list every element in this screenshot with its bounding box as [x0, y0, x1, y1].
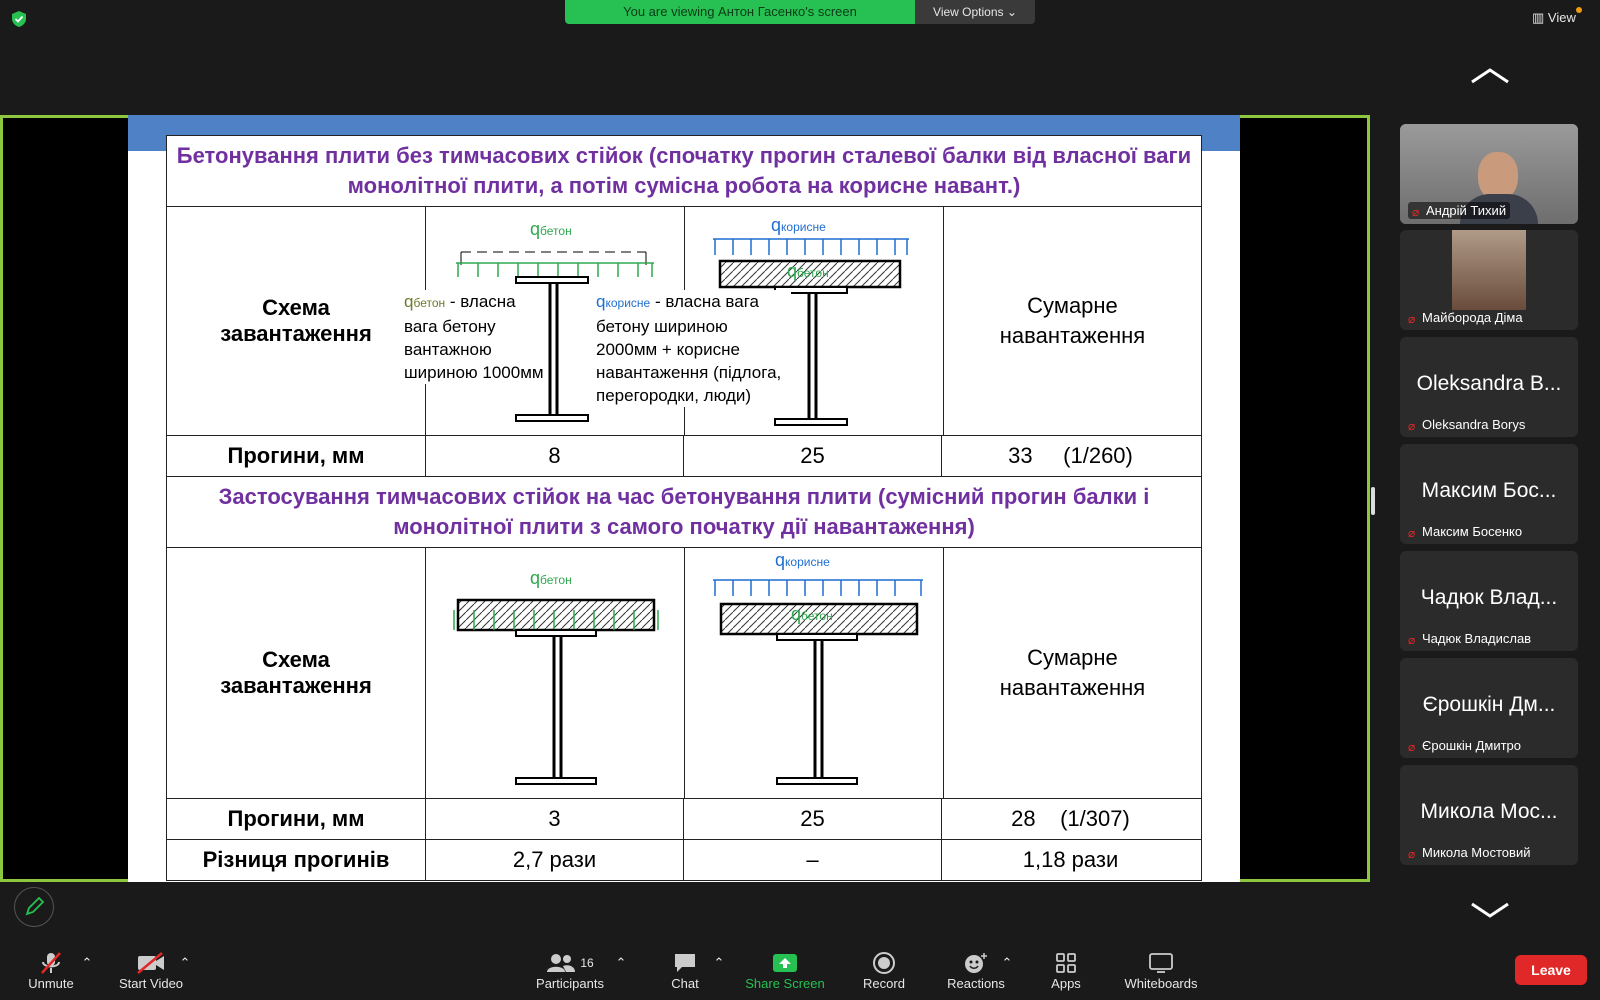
chevron-up-icon: ⌃ [1001, 955, 1013, 970]
apps-button[interactable] [1044, 950, 1088, 991]
q-korysne-label-2 [775, 550, 830, 571]
participants-label: Participants [536, 976, 604, 991]
view-options-button[interactable] [915, 0, 1035, 24]
q-letter: q [530, 219, 541, 239]
unmute-label: Unmute [28, 976, 74, 991]
note-useful-load [596, 290, 791, 407]
deflection-label: Прогини, мм [227, 806, 365, 831]
scheme-label [167, 207, 425, 435]
presentation-slide [128, 115, 1240, 882]
difference-label: Різниця прогинів [202, 847, 390, 872]
audio-options-caret[interactable] [80, 950, 94, 976]
view-options-label: View Options [933, 5, 1004, 19]
q-beton-sub: бетон [540, 573, 572, 587]
leave-button[interactable]: Leave [1515, 955, 1587, 985]
mic-muted-icon: ⌀ [1408, 846, 1416, 861]
chevron-up-icon: ⌃ [81, 955, 93, 970]
q-beton-sub: бетон [540, 224, 572, 238]
q-beton-label-1 [530, 219, 572, 240]
pencil-icon [15, 888, 53, 926]
mic-muted-icon: ⌀ [1408, 311, 1416, 326]
view-label: View [1547, 10, 1576, 25]
share-screen-button[interactable] [742, 950, 828, 991]
view-button[interactable] [1532, 10, 1576, 26]
q-letter: q [771, 215, 782, 235]
participant-display-name: Максим Бос... [1421, 479, 1557, 502]
whiteboard-icon [1148, 952, 1174, 974]
mic-muted-icon [40, 951, 62, 975]
participant-display-name: Oleksandra B... [1416, 372, 1562, 395]
share-screen-label: Share Screen [745, 976, 825, 991]
participant-name [1408, 845, 1530, 860]
q-beton-label-4 [791, 604, 833, 625]
participant-tile[interactable] [1400, 230, 1578, 330]
record-label: Record [863, 976, 905, 991]
scheme-label-2 [167, 548, 425, 798]
mic-muted-icon: ⌀ [1408, 525, 1416, 540]
participant-name-text: Микола Мостовий [1422, 845, 1531, 860]
participants-icon [546, 952, 576, 974]
q-letter: q [596, 292, 606, 311]
participant-name [1408, 631, 1531, 646]
participant-tile[interactable] [1400, 765, 1578, 865]
annotate-button[interactable] [14, 887, 54, 927]
notification-dot [1576, 7, 1582, 13]
scroll-down-arrow-icon[interactable] [1470, 900, 1510, 920]
chat-bubble-icon [673, 952, 697, 974]
participant-face [1478, 152, 1518, 200]
q-korysne-sub: корисне [781, 220, 826, 234]
scroll-up-arrow-icon[interactable] [1470, 66, 1510, 86]
sum-label-line1: Сумарне [1027, 293, 1118, 318]
participant-tile[interactable] [1400, 444, 1578, 544]
participant-name-text: Майборода Діма [1422, 310, 1523, 325]
participants-button[interactable] [530, 950, 610, 991]
section-title-1: Бетонування плити без тимчасових стійок (спочатку прогин сталевої балки від власної ваги монолітної плити, а потім сумісна робота на корисне навант.) [176, 143, 1192, 198]
record-icon [872, 951, 896, 975]
mic-muted-icon: ⌀ [1412, 204, 1420, 219]
difference-value-a: 2,7 рази [425, 840, 683, 880]
security-shield-icon[interactable] [10, 10, 28, 28]
start-video-label: Start Video [118, 976, 184, 991]
chevron-up-icon: ⌃ [179, 955, 191, 970]
video-options-caret[interactable] [178, 950, 192, 976]
chat-button[interactable] [660, 950, 710, 991]
camera-off-icon [136, 952, 166, 974]
participant-tile[interactable] [1400, 337, 1578, 437]
unmute-button[interactable] [22, 950, 80, 991]
deflection-ratio: (1/307) [1060, 806, 1130, 831]
note1-text: - власна вага бетону вантажною шириною 1000мм [404, 292, 544, 382]
q-beton-sub: бетон [801, 609, 833, 623]
sum-load-label-2 [943, 548, 1201, 798]
reactions-smiley-icon [963, 951, 989, 975]
whiteboards-button[interactable] [1118, 950, 1204, 991]
grid-view-icon: ▥ [1532, 10, 1548, 25]
deflection-total-value: 33 [1008, 443, 1033, 468]
reactions-label: Reactions [947, 976, 1005, 991]
apps-icon [1055, 952, 1077, 974]
participant-display-name: Єрошкін Дм... [1422, 693, 1556, 716]
reactions-caret[interactable] [1000, 950, 1014, 976]
deflection-ratio: (1/260) [1063, 443, 1133, 468]
propped-useful-load-diagram [685, 548, 943, 798]
chevron-up-icon: ⌃ [713, 955, 725, 970]
mic-muted-icon: ⌀ [1408, 418, 1416, 433]
participant-name [1408, 738, 1521, 753]
participants-count: 16 [580, 956, 594, 970]
sum-label-line1: Сумарне [1027, 645, 1118, 670]
diagram-propped-concrete-load [425, 548, 684, 798]
record-button[interactable] [858, 950, 910, 991]
participant-name [1408, 202, 1510, 219]
participant-name [1408, 524, 1522, 539]
participant-display-name: Микола Мос... [1420, 800, 1558, 823]
mic-muted-icon: ⌀ [1408, 632, 1416, 647]
diagram-propped-useful-load [684, 548, 943, 798]
participants-caret[interactable] [614, 950, 628, 976]
q-korysne-sub: корисне [785, 555, 830, 569]
chevron-up-icon: ⌃ [615, 955, 627, 970]
video-feed [1452, 230, 1526, 310]
deflection-value-a: 3 [425, 799, 683, 839]
participant-name [1408, 417, 1525, 432]
q-letter: q [775, 550, 786, 570]
participant-tile[interactable] [1400, 658, 1578, 758]
deflection-total [941, 799, 1199, 839]
participant-tile[interactable] [1400, 124, 1578, 224]
difference-total: 1,18 рази [941, 840, 1199, 880]
q-beton-label-2 [787, 261, 829, 282]
sum-label-line2: навантаження [999, 323, 1146, 348]
viewing-banner: You are viewing Антон Гасенко's screen [565, 0, 915, 24]
deflection-value-a: 8 [425, 436, 683, 476]
q-korysne-sub: корисне [605, 296, 651, 310]
difference-value-b: – [683, 840, 941, 880]
participant-name-text: Єрошкін Дмитро [1422, 738, 1522, 753]
q-korysne-label-1 [771, 215, 826, 236]
deflection-label: Прогини, мм [227, 443, 365, 468]
scheme-row-2 [167, 547, 1201, 798]
deflection-value-b: 25 [683, 799, 941, 839]
deflection-row-2 [167, 798, 1201, 839]
participant-name [1408, 310, 1523, 325]
q-letter: q [791, 604, 802, 624]
q-beton-label-3 [530, 568, 572, 589]
difference-row [167, 839, 1201, 880]
q-letter: q [404, 292, 414, 311]
meeting-toolbar [0, 940, 1600, 1000]
sum-label-line2: навантаження [999, 675, 1146, 700]
deflection-value-b: 25 [683, 436, 941, 476]
sum-load-label [943, 207, 1201, 435]
panel-resize-handle[interactable] [1371, 487, 1375, 515]
chevron-down-icon: ⌄ [1006, 5, 1017, 19]
deflection-table [166, 135, 1202, 881]
note2-text: - власна вага бетону шириною 2000мм + корисне навантаження (підлога, перегородки, люди) [596, 292, 782, 405]
share-screen-icon [772, 952, 798, 974]
mic-muted-icon: ⌀ [1408, 739, 1416, 754]
scheme-label-line2: завантаження [220, 321, 372, 346]
q-letter: q [787, 261, 798, 281]
participant-name-text: Oleksandra Borys [1422, 417, 1526, 432]
participant-name-text: Чадюк Владислав [1422, 631, 1532, 646]
reactions-button[interactable] [944, 950, 1008, 991]
scheme-label-line1: Схема [262, 647, 330, 672]
participant-name-text: Андрій Тихий [1426, 203, 1507, 218]
whiteboards-label: Whiteboards [1124, 976, 1198, 991]
chat-label: Chat [671, 976, 699, 991]
q-letter: q [530, 568, 541, 588]
scheme-label-line1: Схема [262, 295, 330, 320]
note-concrete-weight [404, 290, 544, 384]
participant-name-text: Максим Босенко [1422, 524, 1523, 539]
deflection-total-value: 28 [1011, 806, 1036, 831]
apps-label: Apps [1051, 976, 1081, 991]
participant-display-name: Чадюк Влад... [1420, 586, 1558, 609]
deflection-total [941, 436, 1199, 476]
chat-caret[interactable] [712, 950, 726, 976]
participant-tile[interactable] [1400, 551, 1578, 651]
section-title-2: Застосування тимчасових стійок на час бетонування плити (сумісний прогин балки і монолітної плити з самого початку дії навантаження) [167, 476, 1201, 547]
q-beton-sub: бетон [413, 296, 446, 310]
deflection-row-1 [167, 435, 1201, 476]
scheme-label-line2: завантаження [220, 673, 372, 698]
q-beton-sub: бетон [797, 266, 829, 280]
